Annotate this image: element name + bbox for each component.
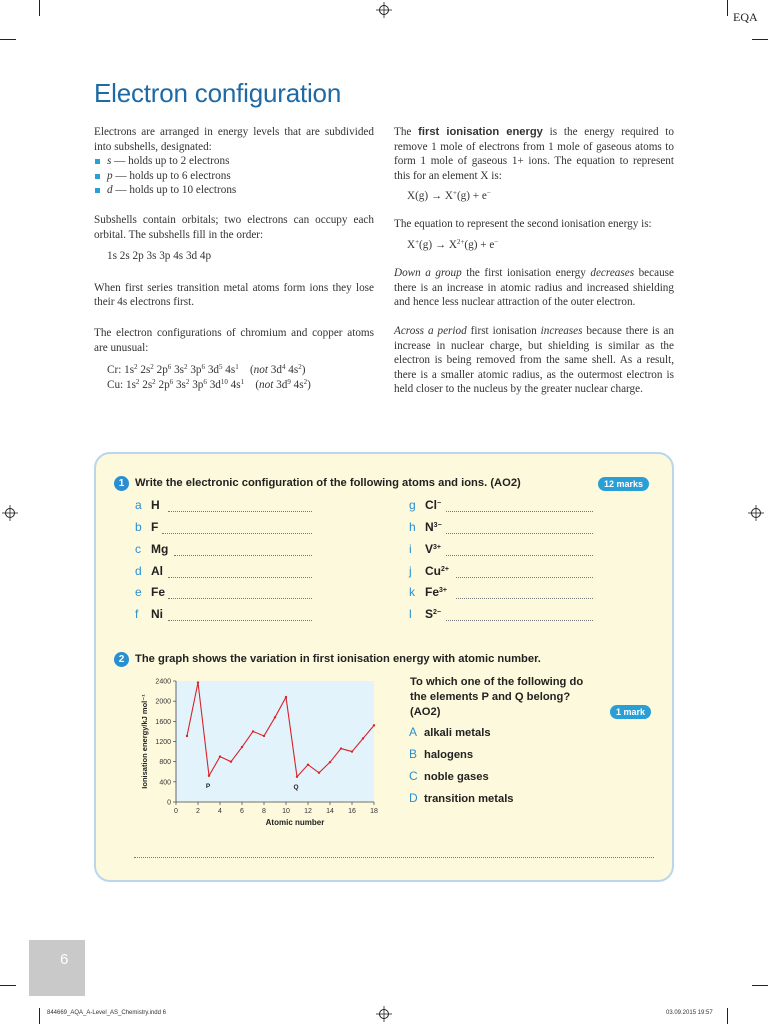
answer-line[interactable] [456, 598, 593, 599]
footer-date: 03.09.2015 19:57 [666, 1010, 713, 1016]
page-number: 6 [60, 951, 69, 968]
list-item: d — holds up to 10 electrons [94, 183, 374, 198]
crop-mark [0, 39, 16, 40]
item-i: i $V^{3+}$ [409, 542, 441, 556]
question-1-text: Write the electronic configuration of the following atoms and ions. (AO2) [135, 477, 521, 489]
across-period-text: Across a period first ionisation increases because there is an increase in nuclear charge, but shielding is similar as the electron is being removed from the same shell. As a result, there is a smaller atomic radius, as the outermost electron is held closer to the nucleus by the greater nuclear charge. [394, 324, 674, 396]
y-tick-label: 800 [159, 759, 171, 767]
down-group-text: Down a group the first ionisation energy decreases because there is an increase in atomic radius and increased shielding and hence less nuclear attraction of the outer electron. [394, 267, 674, 309]
data-point [285, 696, 287, 698]
data-point [274, 716, 276, 718]
right-column [394, 125, 674, 397]
x-tick-label: 12 [304, 808, 312, 815]
x-tick-label: 14 [326, 808, 334, 815]
answer-line[interactable] [168, 598, 312, 599]
transition-text: When first series transition metal atoms form ions they lose their 4s electrons first. [94, 281, 374, 309]
x-tick-label: 0 [174, 808, 178, 815]
item-k: k $Fe^{3+}$ [409, 585, 447, 599]
question-number: 2 [114, 652, 129, 667]
point-label: Q [293, 783, 299, 791]
question-number: 1 [114, 476, 129, 491]
x-tick-label: 16 [348, 808, 356, 815]
item-l: l $S^{2-}$ [409, 607, 441, 621]
item-a: a H [135, 498, 160, 512]
answer-line[interactable] [168, 511, 312, 512]
x-tick-label: 4 [218, 808, 222, 815]
data-point [230, 760, 232, 762]
answer-line[interactable] [456, 577, 593, 578]
item-d: d Al [135, 564, 163, 578]
option-b[interactable]: B halogens [409, 747, 474, 761]
data-point [362, 737, 364, 739]
x-tick-label: 2 [196, 808, 200, 815]
data-point [263, 735, 265, 737]
first-ionisation-text: The first ionisation energy is the energy required to remove 1 mole of electrons from 1 mole of gaseous atoms to form 1 mole of gaseous 1+ ions. The equation to represent this for an element X is: [394, 126, 674, 182]
cr-config: Cr: $1s^2$ $2s^2$ $2p^6$ $3s^2$ $3p^6$ $3d^5$ $4s^1$ (not $3d^4$ $4s^2$) [107, 363, 306, 377]
crop-mark [752, 39, 768, 40]
crop-mark [0, 985, 16, 986]
item-f: f Ni [135, 607, 163, 621]
subshell-list [94, 154, 374, 198]
registration-mark-icon [376, 1006, 392, 1022]
eqa-badge: EQA [733, 10, 758, 24]
x-tick-label: 18 [370, 808, 378, 815]
ionisation-energy-chart [138, 674, 388, 830]
y-tick-label: 2000 [155, 698, 171, 706]
data-point [329, 761, 331, 763]
option-c[interactable]: C noble gases [409, 769, 489, 783]
item-j: j $Cu^{2+}$ [409, 564, 449, 578]
data-point [197, 681, 199, 683]
question-2-prompt: To which one of the following do the elements P and Q belong? (AO2) [410, 676, 584, 718]
answer-line[interactable] [162, 533, 312, 534]
marks-badge: 1 mark [610, 705, 651, 719]
intro-text: Electrons are arranged in energy levels that are subdivided into subshells, designated: [94, 126, 374, 153]
page-title: Electron configuration [94, 78, 342, 108]
second-ionisation-text: The equation to represent the second ionisation energy is: [394, 217, 652, 230]
x-tick-label: 8 [262, 808, 266, 815]
cu-config: Cu: $1s^2$ $2s^2$ $2p^6$ $3s^2$ $3p^6$ $3d^{10}$ $4s^1$ (not $3d^9$ $4s^2$) [107, 377, 311, 391]
left-column [94, 125, 374, 392]
option-a[interactable]: A alkali metals [409, 725, 491, 739]
data-point [219, 755, 221, 757]
list-item: p — holds up to 6 electrons [94, 169, 374, 184]
footer-file: 844669_AQA_A-Level_AS_Chemistry.indd 6 [47, 1010, 166, 1016]
answer-line[interactable] [134, 857, 654, 858]
data-point [373, 724, 375, 726]
y-tick-label: 400 [159, 779, 171, 787]
crop-mark [727, 1008, 728, 1024]
x-tick-label: 6 [240, 808, 244, 815]
x-axis-label: Atomic number [265, 818, 325, 827]
crop-mark [727, 0, 728, 16]
y-tick-label: 1200 [155, 739, 171, 746]
y-tick-label: 0 [167, 799, 171, 807]
data-point [208, 775, 210, 777]
unusual-text: The electron configurations of chromium and copper atoms are unusual: [94, 326, 374, 354]
fill-order: 1s 2s 2p 3s 3p 4s 3d 4p [107, 250, 212, 263]
data-point [186, 735, 188, 737]
data-point [351, 750, 353, 752]
orbitals-text: Subshells contain orbitals; two electrons can occupy each orbital. The subshells fill in the order: [94, 213, 374, 241]
page-number-tab [29, 940, 85, 996]
data-point [318, 772, 320, 774]
data-point [296, 776, 298, 778]
second-equation: $X^+(g) \to X^{2+}(g) + e^-$ [407, 237, 499, 251]
answer-line[interactable] [174, 555, 312, 556]
answer-line[interactable] [446, 533, 593, 534]
data-point [252, 730, 254, 732]
crop-mark [39, 1008, 40, 1024]
crop-mark [39, 0, 40, 16]
first-equation: X(g) → X+(g) + e− [407, 189, 491, 203]
y-tick-label: 1600 [155, 718, 171, 726]
answer-line[interactable] [446, 620, 593, 621]
data-point [340, 747, 342, 749]
x-tick-label: 10 [282, 808, 290, 815]
item-e: e Fe [135, 585, 166, 599]
option-d[interactable]: D transition metals [409, 791, 514, 805]
crop-mark [752, 985, 768, 986]
data-point [241, 746, 243, 748]
registration-mark-icon [748, 505, 764, 521]
answer-line[interactable] [168, 620, 312, 621]
item-b: b F [135, 520, 159, 534]
item-g: g Cl− [409, 498, 442, 512]
registration-mark-icon [2, 505, 18, 521]
data-point [307, 763, 309, 765]
registration-mark-icon [376, 2, 392, 18]
answer-line[interactable] [446, 555, 593, 556]
list-item: s — holds up to 2 electrons [94, 154, 374, 169]
item-h: h $N^{3-}$ [409, 520, 442, 534]
item-c: c Mg [135, 542, 169, 556]
point-label: P [205, 782, 211, 790]
y-axis-label: Ionisation energy/kJ mol⁻¹ [140, 694, 149, 789]
answer-line[interactable] [168, 577, 312, 578]
marks-badge: 12 marks [598, 477, 649, 491]
y-tick-label: 2400 [155, 678, 171, 686]
answer-line[interactable] [446, 511, 593, 512]
question-2-text: The graph shows the variation in first ionisation energy with atomic number. [135, 653, 541, 665]
